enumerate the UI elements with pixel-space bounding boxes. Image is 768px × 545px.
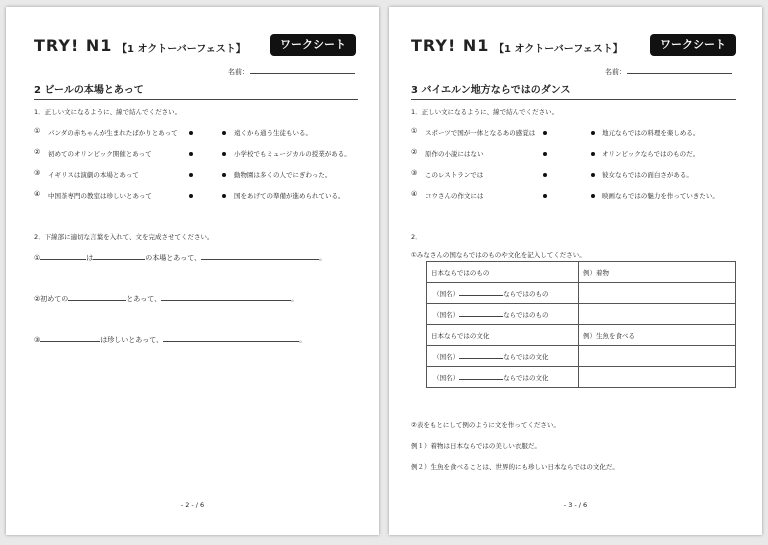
- match-dot-left[interactable]: [543, 131, 547, 135]
- item-right-text: 彼女ならではの面白さがある。: [602, 171, 693, 179]
- table-cell: [427, 367, 579, 388]
- cell-text: 例）着物: [583, 268, 609, 277]
- cell-text: 日本ならではの文化: [431, 331, 490, 340]
- item-right-text: 動物園は多くの人でにぎわった。: [234, 171, 332, 179]
- table-cell[interactable]: [579, 283, 736, 304]
- item-right-text: 国をあげての準備が進められている。: [234, 192, 345, 200]
- name-input-line[interactable]: [250, 73, 355, 74]
- cell-text: ならではのもの: [503, 310, 549, 319]
- answer-blank[interactable]: [68, 294, 126, 301]
- answer-blank[interactable]: [459, 310, 503, 317]
- table-cell: [427, 325, 579, 346]
- match-dot-right[interactable]: [222, 173, 226, 177]
- match-dot-left[interactable]: [543, 173, 547, 177]
- line-number: ②: [34, 295, 41, 303]
- match-dot-right[interactable]: [591, 152, 595, 156]
- cell-text: ならではのもの: [503, 289, 549, 298]
- item-number: ①: [34, 127, 41, 135]
- line-text: は: [86, 254, 94, 262]
- table-cell[interactable]: [579, 304, 736, 325]
- name-input-line[interactable]: [627, 73, 732, 74]
- line-text: は珍しいとあって、: [100, 336, 164, 344]
- line-text: 初めての: [40, 295, 69, 303]
- name-label: 名前：: [605, 68, 626, 76]
- answer-blank[interactable]: [459, 289, 503, 296]
- item-right-text: 映画ならではの魅力を作っていきたい。: [602, 192, 719, 200]
- name-field: [228, 67, 249, 77]
- q2-sub-instruction-1: ①みなさんの国ならではのものや文化を記入してください。: [411, 251, 586, 259]
- q1-instruction: 1．正しい文になるように、線で結んでください。: [411, 108, 559, 116]
- cell-text: （国名）: [433, 289, 460, 298]
- q2-label: 2．: [411, 233, 422, 241]
- table-cell[interactable]: [579, 325, 736, 346]
- answer-blank[interactable]: [459, 373, 503, 380]
- line-number: ③: [34, 336, 41, 344]
- q2-sub-instruction-2: ②表をもとにして例のように文を作ってください。: [411, 421, 560, 429]
- lesson-title: 【1 オクトーバーフェスト】: [494, 44, 623, 55]
- match-dot-right[interactable]: [222, 152, 226, 156]
- item-left-text: スポーツで国が一体となるあの感覚は: [425, 129, 536, 137]
- match-dot-right[interactable]: [222, 131, 226, 135]
- line-text: の本場とあって、: [145, 254, 202, 262]
- item-number: ②: [411, 148, 418, 156]
- item-right-text: 遠くから通う生徒もいる。: [234, 129, 312, 137]
- item-left-text: 初めてのオリンピック開催とあって: [48, 150, 152, 158]
- page-header: [34, 34, 354, 58]
- q1-instruction: 1．正しい文になるように、線で結んでください。: [34, 108, 182, 116]
- cell-text: （国名）: [433, 310, 460, 319]
- match-dot-left[interactable]: [189, 194, 193, 198]
- table-cell: [427, 304, 579, 325]
- culture-table: [426, 261, 736, 388]
- example-2: 例２）生魚を食べることは、世界的にも珍しい日本ならではの文化だ。: [411, 463, 619, 471]
- item-number: ③: [411, 169, 418, 177]
- item-number: ①: [411, 127, 418, 135]
- table-cell[interactable]: [579, 346, 736, 367]
- item-number: ④: [34, 190, 41, 198]
- match-dot-right[interactable]: [591, 194, 595, 198]
- table-cell: [427, 262, 579, 283]
- answer-blank[interactable]: [459, 352, 503, 359]
- line-number: ①: [34, 254, 41, 262]
- table-cell: [427, 283, 579, 304]
- page-number: - 3 - / 6: [563, 501, 588, 509]
- cell-text: 日本ならではのもの: [431, 268, 490, 277]
- logo: TRY! N1: [411, 36, 490, 55]
- item-left-text: パンダの赤ちゃんが生まれたばかりとあって: [48, 129, 178, 137]
- answer-blank[interactable]: [40, 335, 100, 342]
- item-left-text: コウさんの作文には: [425, 192, 484, 200]
- match-dot-left[interactable]: [189, 152, 193, 156]
- example-1: 例１）着物は日本ならではの美しい衣服だ。: [411, 442, 541, 450]
- table-cell[interactable]: [579, 262, 736, 283]
- line-end: 。: [299, 336, 307, 344]
- match-dot-left[interactable]: [543, 152, 547, 156]
- section-title: 2 ビールの本場とあって: [34, 81, 358, 100]
- match-dot-left[interactable]: [189, 131, 193, 135]
- cell-text: （国名）: [433, 352, 460, 361]
- lesson-title: 【1 オクトーバーフェスト】: [117, 44, 246, 55]
- fill-line-1: [34, 253, 326, 263]
- item-right-text: オリンピックならではのものだ。: [602, 150, 700, 158]
- line-end: 。: [291, 295, 299, 303]
- table-row: [427, 346, 736, 367]
- cell-text: （国名）: [433, 373, 460, 382]
- item-left-text: 原作の小説にはない: [425, 150, 484, 158]
- table-row: [427, 367, 736, 388]
- page-number: - 2 - / 6: [180, 501, 205, 509]
- logo: TRY! N1: [34, 36, 113, 55]
- answer-blank[interactable]: [161, 294, 291, 301]
- table-cell[interactable]: [579, 367, 736, 388]
- worksheet-badge: ワークシート: [650, 34, 736, 56]
- answer-blank[interactable]: [93, 253, 145, 260]
- table-cell: [427, 346, 579, 367]
- table-row: [427, 283, 736, 304]
- page-header: [411, 34, 731, 58]
- match-dot-right[interactable]: [222, 194, 226, 198]
- worksheet-page-right: [389, 7, 762, 535]
- item-left-text: このレストランでは: [425, 171, 484, 179]
- table-row: [427, 325, 736, 346]
- worksheet-page-left: [6, 7, 379, 535]
- table-row: [427, 304, 736, 325]
- item-number: ③: [34, 169, 41, 177]
- item-number: ④: [411, 190, 418, 198]
- q2-instruction: 2．下線部に適切な言葉を入れて、文を完成させてください。: [34, 233, 214, 241]
- table-row: [427, 262, 736, 283]
- fill-line-3: [34, 335, 306, 345]
- line-text: とあって、: [126, 295, 162, 303]
- line-end: 。: [319, 254, 327, 262]
- item-number: ②: [34, 148, 41, 156]
- worksheet-badge: ワークシート: [270, 34, 356, 56]
- match-dot-left[interactable]: [543, 194, 547, 198]
- answer-blank[interactable]: [40, 253, 86, 260]
- cell-text: ならではの文化: [503, 373, 549, 382]
- match-dot-right[interactable]: [591, 173, 595, 177]
- answer-blank[interactable]: [163, 335, 299, 342]
- name-field: [605, 67, 626, 77]
- item-left-text: 中国茶専門の教室は珍しいとあって: [48, 192, 152, 200]
- answer-blank[interactable]: [201, 253, 319, 260]
- match-dot-right[interactable]: [591, 131, 595, 135]
- section-title: 3 バイエルン地方ならではのダンス: [411, 81, 736, 100]
- name-label: 名前：: [228, 68, 249, 76]
- cell-text: 例）生魚を食べる: [583, 331, 635, 340]
- item-right-text: 地元ならではの料理を楽しめる。: [602, 129, 700, 137]
- cell-text: ならではの文化: [503, 352, 549, 361]
- match-dot-left[interactable]: [189, 173, 193, 177]
- item-left-text: イギリスは演劇の本場とあって: [48, 171, 139, 179]
- item-right-text: 小学校でもミュージカルの授業がある。: [234, 150, 351, 158]
- fill-line-2: [34, 294, 298, 304]
